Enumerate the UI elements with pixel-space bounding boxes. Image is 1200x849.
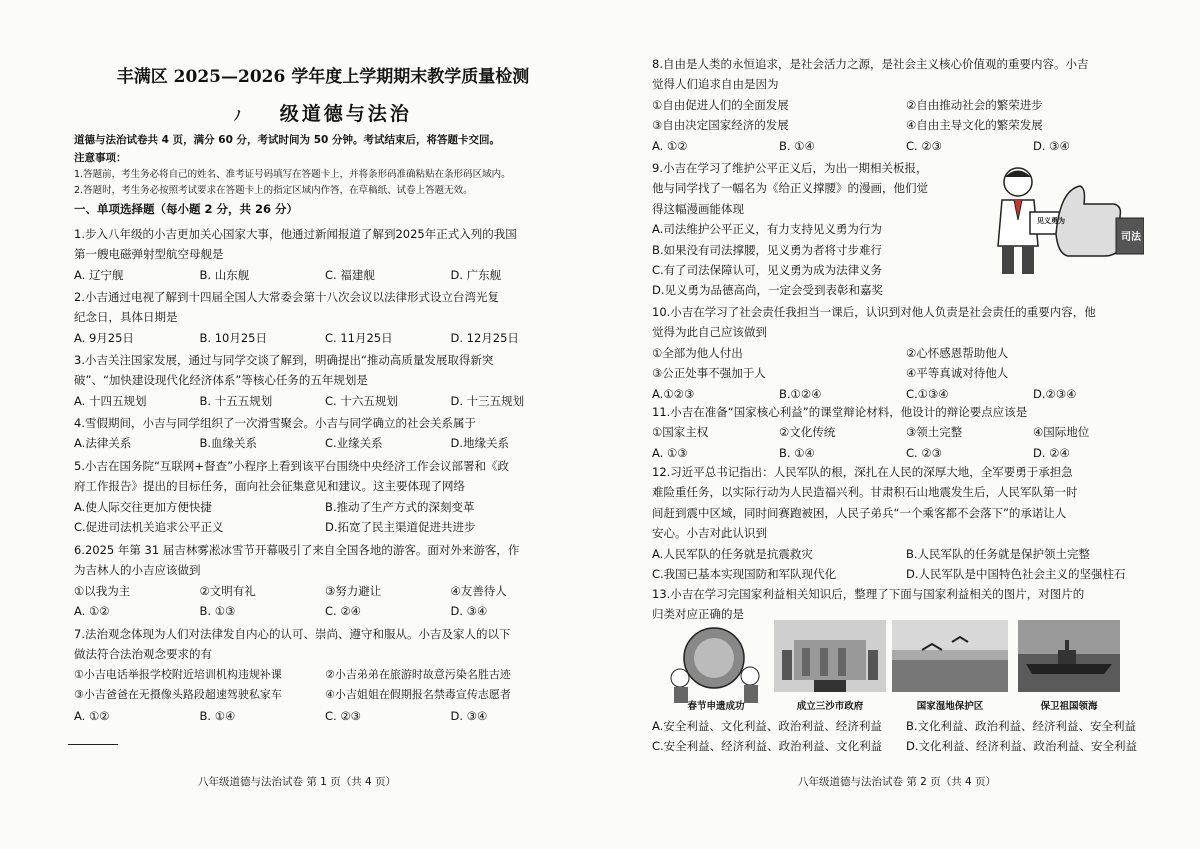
question-line: 2.小吉通过电视了解到十四届全国人大常委会第十八次会议以法律形式设立台湾光复: [74, 290, 499, 304]
item-1: ①全部为他人付出: [652, 345, 743, 360]
items-row: [652, 422, 1160, 442]
item-4: ④平等真诚对待他人: [906, 366, 1009, 381]
option-c: C. ②③: [906, 138, 942, 153]
option-d: D. 广东舰: [450, 267, 502, 282]
question-11: [652, 402, 1160, 463]
option-b: B. ①③: [199, 604, 236, 619]
options-row: [652, 716, 1160, 736]
items-row: [652, 95, 1160, 115]
option-d: D.人民军队是中国特色社会主义的坚强柱石: [906, 567, 1126, 582]
items-row: [74, 665, 576, 685]
option-b: B. 十五五规划: [199, 393, 273, 408]
option-d: D. ③④: [450, 604, 488, 619]
options-row: [74, 433, 576, 453]
option-d: D. ③④: [450, 708, 488, 723]
item-2: ②心怀感恩帮助他人: [906, 345, 1009, 360]
option-d: D.②③④: [1033, 386, 1077, 401]
option-b: B. 山东舰: [199, 267, 250, 282]
question-5: [74, 456, 576, 538]
option-a: A. ①②: [74, 708, 110, 723]
option-c: C.促进司法机关追求公平正义: [74, 520, 224, 535]
question-7: [74, 624, 576, 726]
option-b: B. ①④: [199, 708, 236, 723]
item-4: ④国际地位: [1033, 425, 1090, 440]
question-line: 7.法治观念体现为人们对法律发自内心的认可、崇尚、遵守和服从。小吉及家人的以下: [74, 627, 511, 641]
item-2: ②自由推动社会的繁荣进步: [906, 97, 1043, 112]
question-line: 破”、“加快建设现代化经济体系”等核心任务的五年规划是: [74, 373, 368, 388]
option-a: A. 辽宁舰: [74, 267, 124, 282]
options-row: [652, 544, 1160, 564]
cartoon-sign-text: 见义勇为: [1037, 217, 1065, 225]
question-line: 做法符合法治观念要求的有: [74, 647, 212, 662]
option-c: C.我国已基本实现国防和军队现代化: [652, 567, 837, 582]
option-c: C. ②③: [906, 445, 942, 460]
option-d: D. ②④: [1033, 445, 1070, 460]
divider-line: [68, 744, 118, 745]
option-a: A.使人际交往更加方便快捷: [74, 499, 212, 514]
options-row: [74, 328, 576, 348]
question-line: 安心。小吉对此认识到: [652, 526, 767, 541]
caption-3: 国家湿地保护区: [916, 701, 984, 712]
question-line: 10.小吉在学习了社会责任我担当一课后，认识到对他人负责是社会责任的重要内容，他: [652, 305, 1096, 319]
option-c: C. ②③: [325, 708, 361, 723]
item-1: ①自由促进人们的全面发展: [652, 97, 789, 112]
question-8: [652, 54, 1160, 156]
question-line: 归类对应正确的是: [652, 607, 744, 622]
question-line: 5.小吉在国务院“互联网+督查”小程序上看到该平台围绕中央经济工作会议部署和《政: [74, 459, 510, 473]
option-a: A. 十四五规划: [74, 393, 147, 408]
item-4: ④小吉姐姐在假期报名禁毒宣传志愿者: [325, 688, 511, 702]
option-d: D. ③④: [1033, 138, 1070, 153]
question-12: [652, 462, 1160, 584]
options-row: [652, 136, 1160, 156]
question-line: 觉得为此自己应该做到: [652, 325, 767, 340]
option-a: A.法律关系: [74, 436, 132, 451]
items-row: [74, 685, 576, 705]
question-line: 得这幅漫画能体现: [652, 201, 744, 216]
question-line: 6.2025 年第 31 届吉林雾凇冰雪节开幕吸引了来自全国各地的游客。面对外来游客，作: [74, 543, 520, 557]
notice-title: 注意事项：: [74, 152, 127, 165]
option-a: A.安全利益、文化利益、政治利益、经济利益: [652, 719, 882, 733]
question-1: [74, 224, 576, 285]
exam-subtitle: [74, 99, 572, 126]
question-line: 为吉林人的小吉应该做到: [74, 563, 201, 578]
caption-1: 春节申遗成功: [687, 701, 745, 712]
option-b: B. ①④: [779, 445, 815, 460]
question-10: [652, 302, 1160, 404]
items-row: [74, 581, 576, 601]
options-row: [74, 265, 576, 285]
option-d: D.见义勇为品德高尚，一定会受到表彰和嘉奖: [652, 283, 884, 298]
item-3: ③小吉爸爸在无摄像头路段超速驾驶私家车: [74, 688, 282, 702]
option-b: B.文化利益、政治利益、经济利益、安全利益: [906, 719, 1137, 733]
options-row: [652, 564, 1160, 584]
option-b: B.人民军队的任务就是保护领土完整: [906, 546, 1091, 561]
subtitle-text: 级道德与法治: [279, 103, 412, 125]
option-c: C.有了司法保障认可，见义勇为成为法律义务: [652, 263, 883, 278]
option-b: B. ①④: [779, 138, 815, 153]
instructions: [74, 130, 576, 220]
option-b: B.血缘关系: [199, 436, 258, 451]
item-3: ③努力避让: [325, 583, 382, 598]
question-2: [74, 287, 576, 348]
caption-4: 保卫祖国领海: [1040, 701, 1098, 712]
option-c: C.安全利益、经济利益、政治利益、文化利益: [652, 739, 883, 754]
options-row: [74, 517, 576, 537]
page-footer: 八年级道德与法治试卷 第 2 页（共 4 页）: [798, 776, 997, 788]
page-footer: 八年级道德与法治试卷 第 1 页（共 4 页）: [198, 776, 397, 788]
question-13: [652, 584, 1160, 625]
item-3: ③领土完整: [906, 425, 963, 440]
subtitle-mark: ﾉ: [234, 109, 244, 124]
notice-1: 1.答题前，考生务必将自己的姓名、准考证号码填写在答题卡上，并将条形码准确粘贴在条形码区域内。: [74, 169, 511, 181]
options-row: [652, 443, 1160, 463]
option-d: D. 十三五规划: [450, 393, 525, 408]
justice-cartoon: [976, 160, 1144, 278]
item-3: ③自由决定国家经济的发展: [652, 118, 789, 133]
intro-text: 道德与法治试卷共 4 页，满分 60 分，考试时间为 50 分钟。考试结束后，将答题卡交回。: [74, 134, 500, 146]
option-d: D.文化利益、经济利益、政治利益、安全利益: [906, 739, 1138, 754]
item-3: ③公正处事不强加于人: [652, 366, 766, 381]
option-d: D.拓宽了民主渠道促进共进步: [325, 520, 476, 535]
question-line: 府工作报告》提出的目标任务，面向社会征集意见和建议。这主要体现了网络: [74, 479, 465, 494]
question-line: 他与同学找了一幅名为《给正义撑腰》的漫画，他们觉: [652, 181, 928, 196]
question-line: 间赶到震中区域，同时间赛跑被困，人民子弟兵“一个乘客都不会落下”的承诺让人: [652, 505, 1067, 520]
option-a: A. ①③: [652, 445, 688, 460]
item-1: ①国家主权: [652, 425, 709, 440]
question-line: 11.小吉在准备“国家核心利益”的课堂辩论材料，他设计的辩论要点应该是: [652, 405, 1028, 419]
options-row: [74, 391, 576, 411]
item-1: ①小吉电话举报学校附近培训机构违规补课: [74, 667, 282, 681]
items-row: [652, 115, 1160, 135]
option-c: C. 十六五规划: [325, 393, 398, 408]
option-d: D.地缘关系: [450, 436, 510, 451]
exam-title: 丰满区 2025—2026 学年度上学期期末教学质量检测: [116, 67, 530, 87]
question-line: 12.习近平总书记指出：人民军队的根，深扎在人民的深厚大地，全军要勇于承担急: [652, 465, 1073, 479]
question-line: 1.步入八年级的小吉更加关心国家大事，他通过新闻报道了解到2025年正式入列的我国: [74, 227, 517, 241]
option-b: B.①②④: [779, 386, 822, 401]
option-d: D. 12月25日: [450, 330, 519, 345]
items-row: [652, 343, 1160, 363]
option-c: C. 福建舰: [325, 267, 375, 282]
item-2: ②小吉弟弟在旅游时故意污染名胜古迹: [325, 667, 511, 681]
question-line: 13.小吉在学习完国家利益相关知识后，整理了下面与国家利益相关的图片，对图片的: [652, 587, 1085, 601]
item-2: ②文明有礼: [199, 583, 256, 598]
item-1: ①以我为主: [74, 583, 131, 598]
question-13-options: [652, 716, 1160, 757]
option-a: A.司法维护公平正义，有力支持见义勇为行为: [652, 222, 882, 237]
option-c: C. 11月25日: [325, 330, 393, 345]
question-line: 纪念日，具体日期是: [74, 310, 178, 325]
option-a: A.①②③: [652, 386, 695, 401]
options-row: [652, 384, 1160, 404]
item-4: ④自由主导文化的繁荣发展: [906, 118, 1043, 133]
section-heading: 一、单项选择题（每小题 2 分，共 26 分）: [74, 202, 299, 217]
question-3: [74, 350, 576, 411]
question-4: [74, 413, 576, 454]
item-2: ②文化传统: [779, 425, 836, 440]
option-b: B.推动了生产方式的深刻变革: [325, 499, 475, 514]
notice-2: 2.答题时，考生务必按照考试要求在答题卡上的指定区域内作答，在草稿纸、试卷上答题无效。: [74, 185, 473, 197]
question-6: [74, 540, 576, 622]
question-line: 9.小吉在学习了维护公平正义后，为出一期相关板报，: [652, 161, 928, 175]
cartoon-hand-text: 司法: [1121, 232, 1141, 243]
option-b: B. 10月25日: [199, 330, 267, 345]
question-line: 觉得人们追求自由是因为: [652, 77, 779, 92]
option-a: A.人民军队的任务就是抗震救灾: [652, 546, 813, 561]
items-row: [652, 363, 1160, 383]
option-b: B.如果没有司法撑腰，见义勇为者将寸步难行: [652, 242, 883, 257]
option-c: C.业缘关系: [325, 436, 383, 451]
question-line: 难险重任务，以实际行动为人民造福兴利。甘肃积石山地震发生后，人民军队第一时: [652, 485, 1078, 500]
options-row: [74, 497, 576, 517]
options-row: [74, 601, 576, 621]
options-row: [74, 706, 576, 726]
question-line: 第一艘电磁弹射型航空母舰是: [74, 247, 224, 262]
question-line: 8.自由是人类的永恒追求，是社会活力之源，是社会主义核心价值观的重要内容。小吉: [652, 57, 1089, 71]
option-a: A. ①②: [652, 138, 688, 153]
option-a: A. 9月25日: [74, 330, 134, 345]
question-line: 4.雪假期间，小吉与同学组织了一次滑雪聚会。小吉与同学确立的社会关系属于: [74, 416, 476, 430]
caption-2: 成立三沙市政府: [796, 701, 864, 712]
option-c: C.①③④: [906, 386, 949, 401]
option-c: C. ②④: [325, 604, 361, 619]
question-line: 3.小吉关注国家发展，通过与同学交谈了解到，明确提出“推动高质量发展取得新突: [74, 353, 494, 367]
options-row: [652, 736, 1160, 756]
option-a: A. ①②: [74, 604, 110, 619]
item-4: ④友善待人: [450, 583, 507, 598]
